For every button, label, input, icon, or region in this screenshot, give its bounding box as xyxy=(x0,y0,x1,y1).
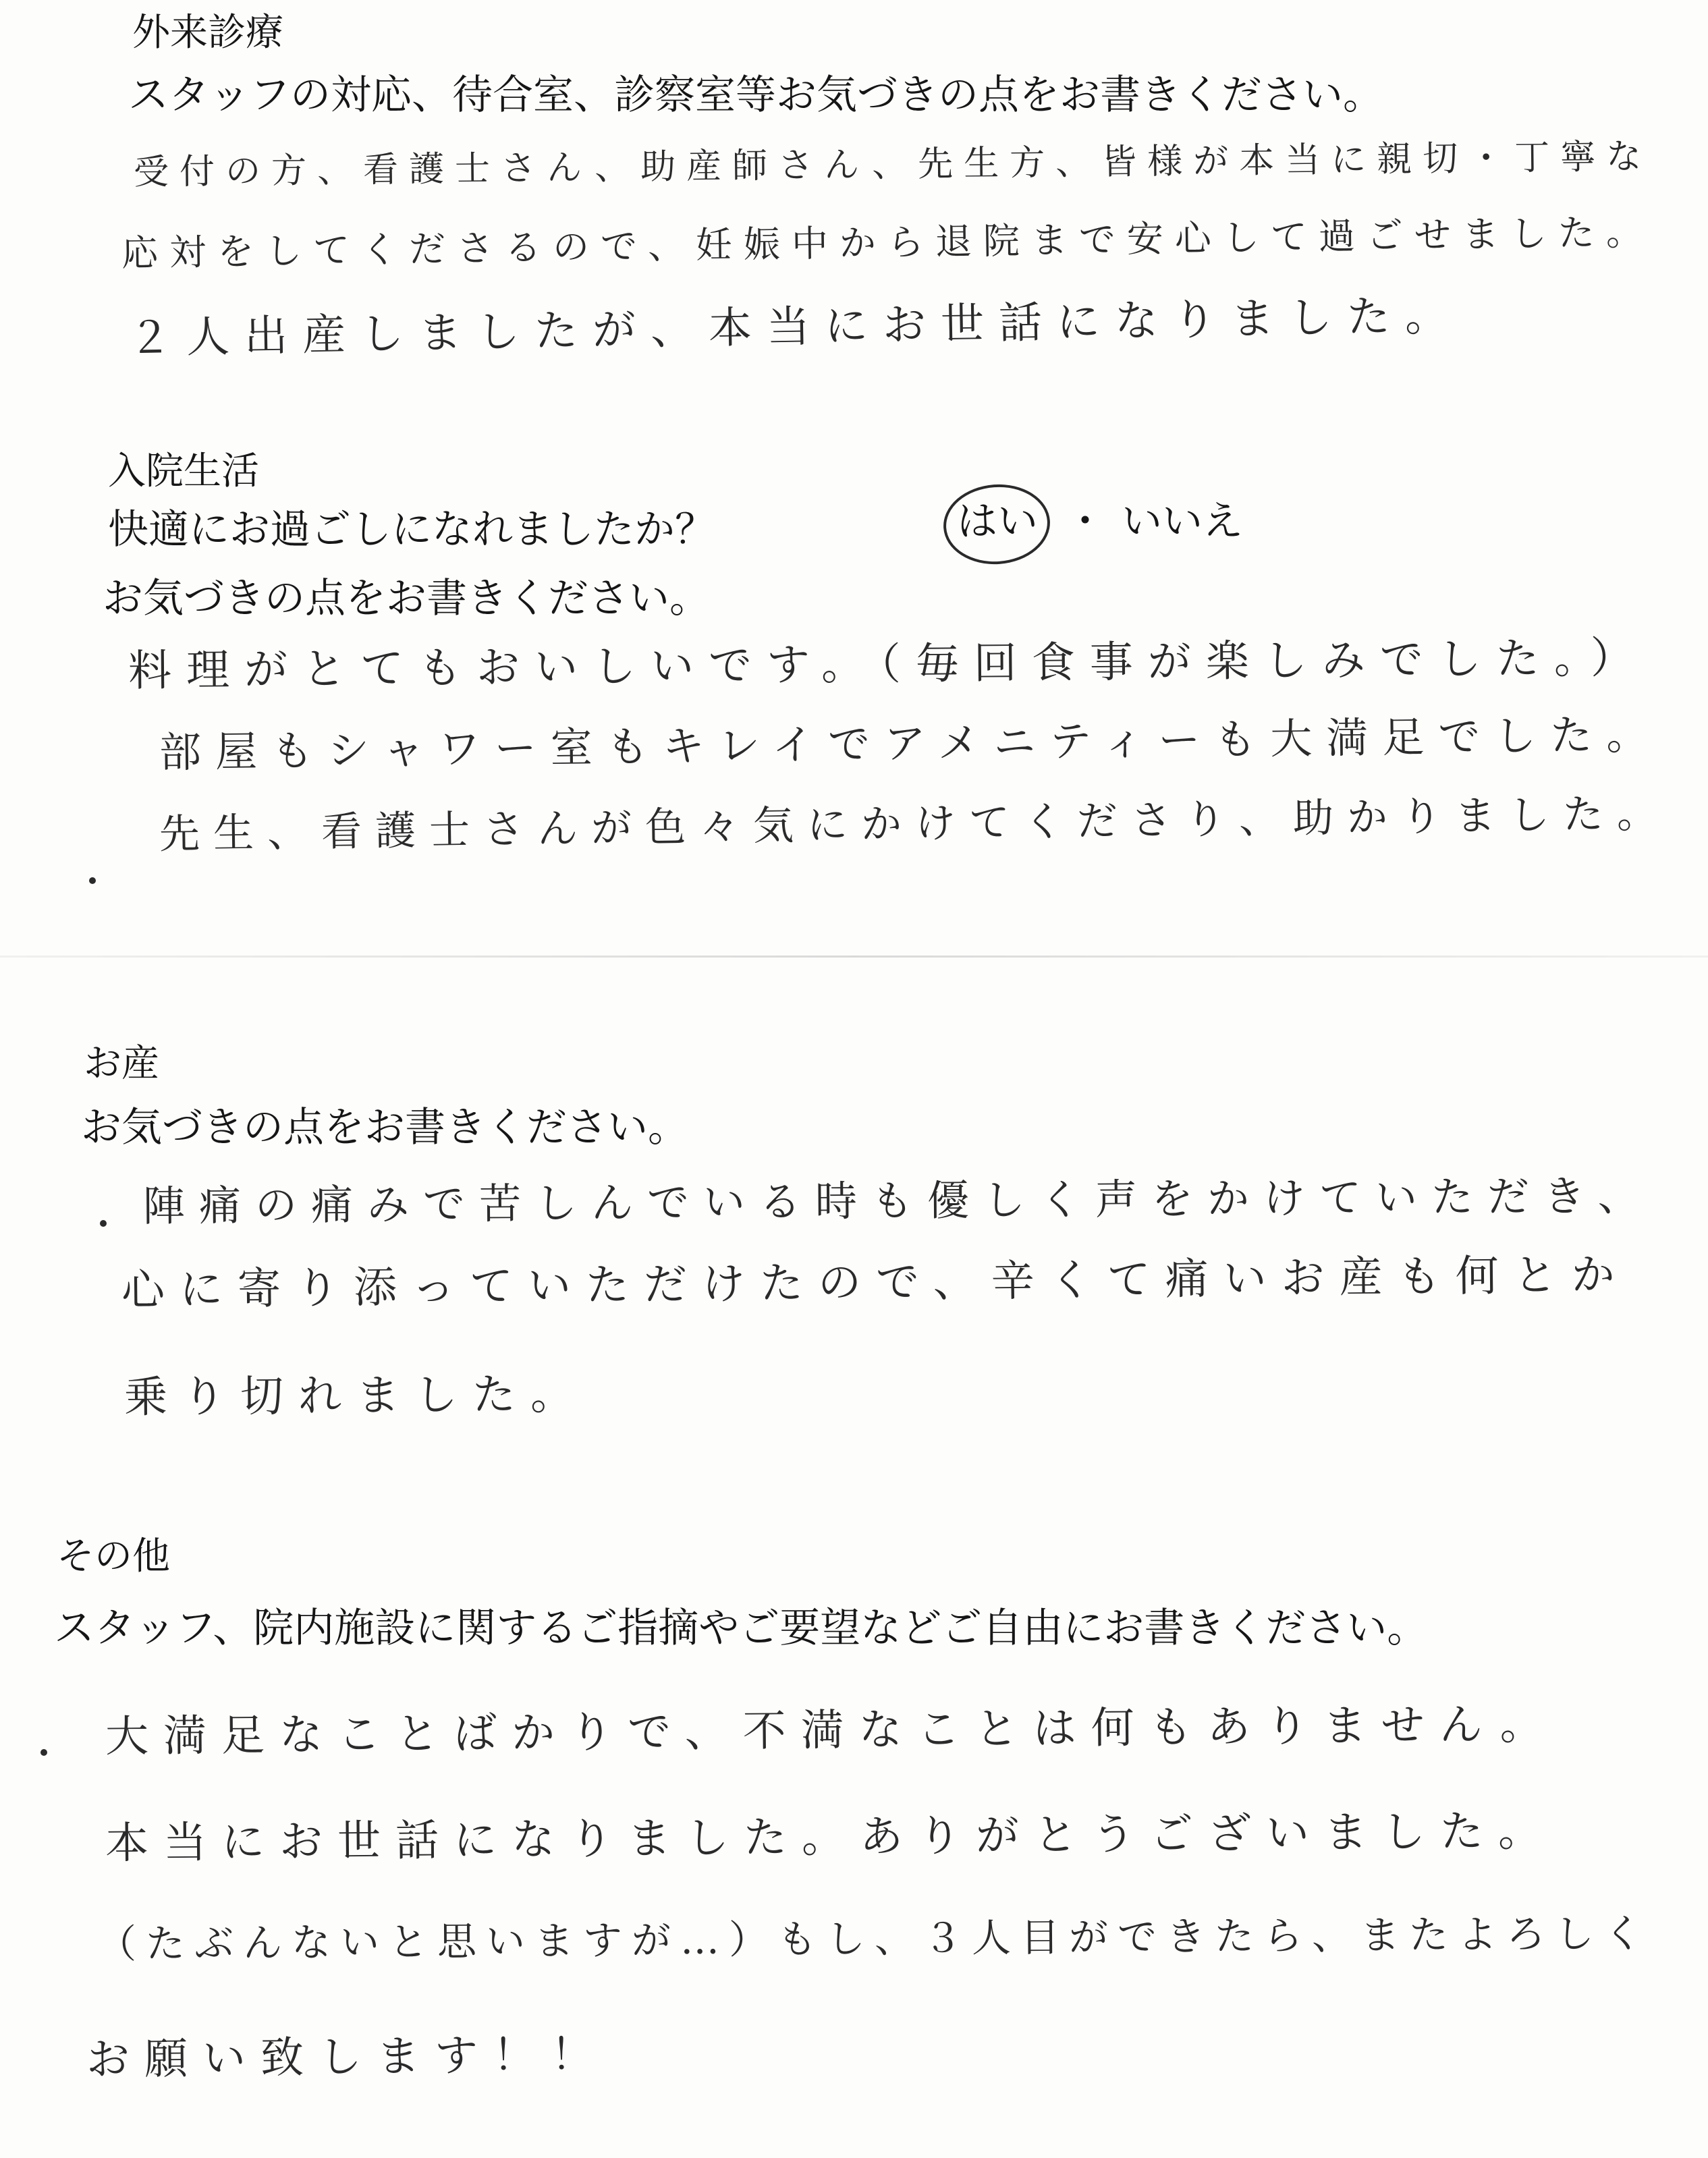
paper-fold-line xyxy=(0,956,1708,958)
option-separator: ・ xyxy=(1065,498,1105,545)
outpatient-answer-line-2: 応対をしてくださるので、妊娠中から退院まで安心して過ごせました。 xyxy=(121,211,1655,275)
delivery-answer-line-1: 陣痛の痛みで苦しんでいる時も優しく声をかけていただき、 xyxy=(142,1171,1654,1231)
delivery-heading: お産 xyxy=(84,1042,159,1086)
other-heading: その他 xyxy=(57,1534,170,1578)
bullet-dot xyxy=(89,877,96,884)
other-answer-line-2: 本当にお世話になりました。ありがとうございました。 xyxy=(105,1806,1557,1869)
delivery-answer-line-3: 乗り切れました。 xyxy=(123,1369,589,1423)
selected-answer-circle xyxy=(941,481,1053,568)
other-answer-line-3: （たぶんないと思いますが…）もし、３人目ができたら、またよろしく xyxy=(97,1910,1653,1968)
outpatient-answer-line-1: 受付の方、看護士さん、助産師さん、先生方、皆様が本当に親切・丁寧な xyxy=(133,136,1653,193)
inpatient-answer-line-1: 料理がとてもおいしいです。（毎回食事が楽しみでした。） xyxy=(128,633,1649,696)
outpatient-prompt: スタッフの対応、待合室、診察室等お気づきの点をお書きください。 xyxy=(128,72,1383,119)
inpatient-answer-line-3: 先生、看護士さんが色々気にかけてくださり、助かりました。 xyxy=(159,790,1672,858)
option-no: いいえ xyxy=(1122,498,1243,545)
inpatient-answer-line-2: 部屋もシャワー室もキレイでアメニティーも大満足でした。 xyxy=(159,709,1663,777)
inpatient-prompt: お気づきの点をお書きください。 xyxy=(103,575,710,622)
inpatient-question: 快適にお過ごしになれましたか？ xyxy=(108,506,715,553)
delivery-answer-line-2: 心に寄り添っていただけたので、辛くて痛いお産も何とか xyxy=(121,1250,1630,1316)
inpatient-heading: 入院生活 xyxy=(108,449,259,493)
other-prompt: スタッフ、院内施設に関するご指摘やご要望などご自由にお書きください。 xyxy=(54,1605,1428,1652)
delivery-prompt: お気づきの点をお書きください。 xyxy=(81,1104,688,1151)
other-answer-line-1: 大満足なことばかりで、不満なことは何もありません。 xyxy=(105,1699,1558,1763)
option-yes: はい xyxy=(957,498,1038,545)
other-answer-line-4: お願い致します！！ xyxy=(86,2029,609,2086)
bullet-dot xyxy=(40,1749,47,1756)
outpatient-answer-line-3: ２人出産しましたが、本当にお世話になりました。 xyxy=(128,290,1464,364)
outpatient-heading: 外来診療 xyxy=(132,11,283,55)
bullet-dot xyxy=(100,1220,107,1227)
